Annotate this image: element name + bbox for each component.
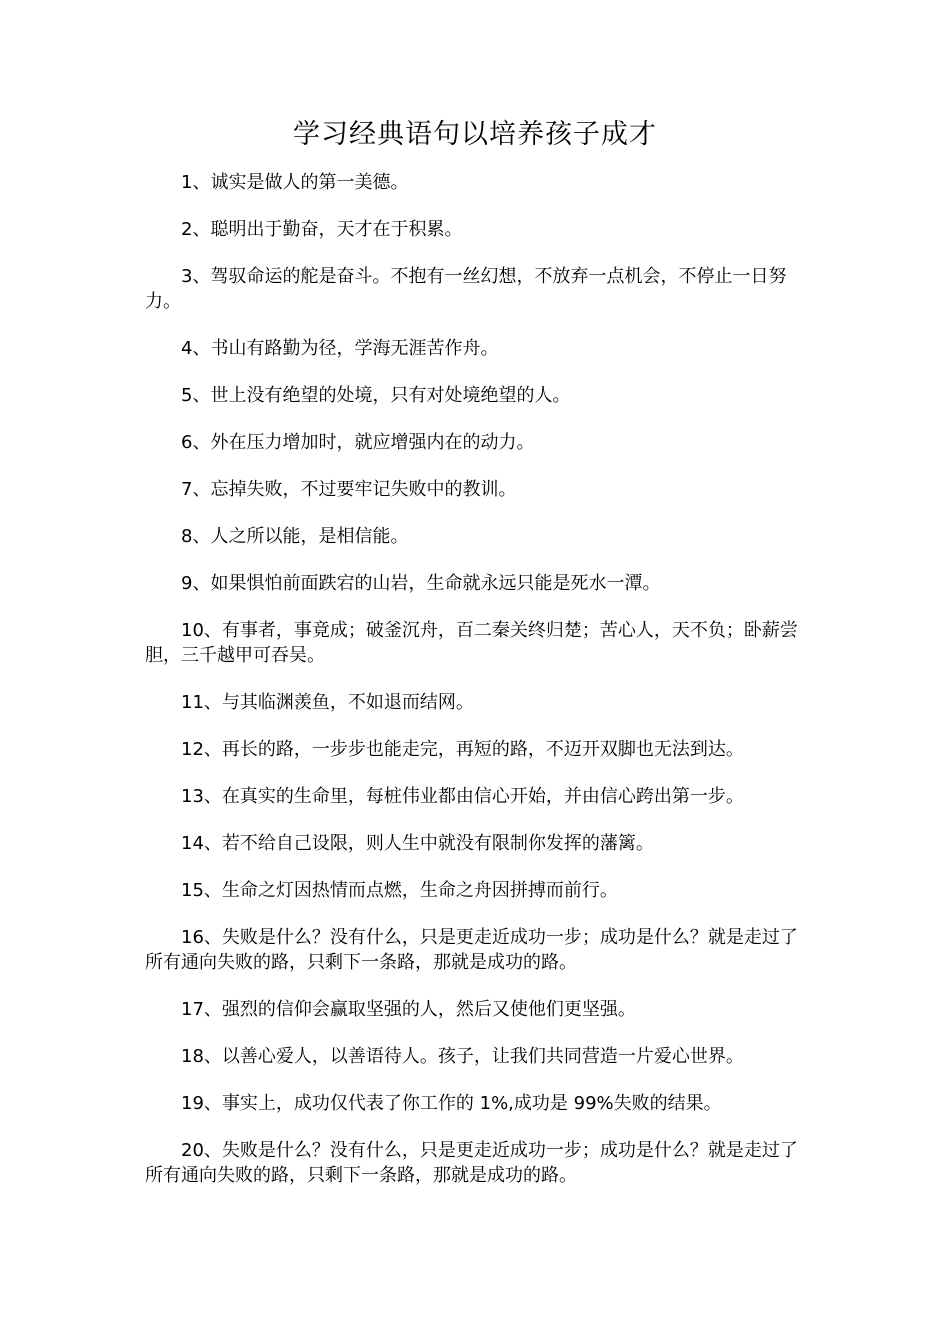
quote-item-11: 11、与其临渊羡鱼，不如退而结网。 bbox=[181, 692, 474, 713]
quote-item-20: 20、失败是什么？没有什么，只是更走近成功一步；成功是什么？就是走过了所有通向失败的路，只剩下一条路，那就是成功的路。 bbox=[145, 1140, 798, 1186]
document-title: 学习经典语句以培养孩子成才 bbox=[293, 119, 657, 150]
quote-item-17: 17、强烈的信仰会赢取坚强的人，然后又使他们更坚强。 bbox=[181, 999, 636, 1020]
quote-item-16: 16、失败是什么？没有什么，只是更走近成功一步；成功是什么？就是走过了所有通向失败的路，只剩下一条路，那就是成功的路。 bbox=[145, 927, 798, 973]
quote-item-8: 8、人之所以能，是相信能。 bbox=[181, 526, 409, 547]
quote-item-15: 15、生命之灯因热情而点燃，生命之舟因拼搏而前行。 bbox=[181, 880, 618, 901]
quote-item-7: 7、忘掉失败，不过要牢记失败中的教训。 bbox=[181, 479, 517, 500]
quote-item-14: 14、若不给自己设限，则人生中就没有限制你发挥的藩篱。 bbox=[181, 833, 654, 854]
quote-item-6: 6、外在压力增加时，就应增强内在的动力。 bbox=[181, 432, 535, 453]
quote-item-13: 13、在真实的生命里，每桩伟业都由信心开始，并由信心跨出第一步。 bbox=[181, 786, 744, 807]
quote-item-19: 19、事实上，成功仅代表了你工作的 1%,成功是 99%失败的结果。 bbox=[181, 1093, 722, 1114]
quote-item-18: 18、以善心爱人，以善语待人。孩子，让我们共同营造一片爱心世界。 bbox=[181, 1046, 744, 1067]
quote-item-5: 5、世上没有绝望的处境，只有对处境绝望的人。 bbox=[181, 385, 571, 406]
quote-item-12: 12、再长的路，一步步也能走完，再短的路，不迈开双脚也无法到达。 bbox=[181, 739, 744, 760]
quote-list bbox=[145, 170, 805, 1210]
quote-item-3: 3、驾驭命运的舵是奋斗。不抱有一丝幻想，不放弃一点机会，不停止一日努力。 bbox=[145, 266, 787, 312]
quote-item-4: 4、书山有路勤为径，学海无涯苦作舟。 bbox=[181, 338, 499, 359]
quote-item-10: 10、有事者，事竟成；破釜沉舟，百二秦关终归楚；苦心人，天不负；卧薪尝胆，三千越甲可吞吴。 bbox=[145, 620, 798, 666]
quote-item-9: 9、如果惧怕前面跌宕的山岩，生命就永远只能是死水一潭。 bbox=[181, 573, 661, 594]
quote-item-1: 1、诚实是做人的第一美德。 bbox=[181, 172, 409, 193]
quote-item-2: 2、聪明出于勤奋，天才在于积累。 bbox=[181, 219, 463, 240]
